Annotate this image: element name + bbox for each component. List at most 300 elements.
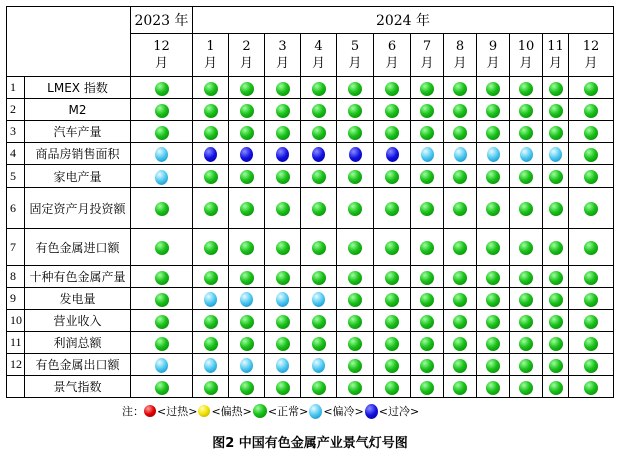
signal-cell: [411, 121, 444, 143]
month-unit: 月: [239, 56, 253, 71]
signal-cell: [411, 99, 444, 121]
signal-cell: [131, 99, 193, 121]
table-row: [7, 310, 614, 332]
year-header-row: [7, 7, 614, 34]
signal-cell: [337, 229, 374, 266]
signal-cell: [569, 165, 614, 188]
signal-cell: [337, 165, 374, 188]
table-row: [7, 188, 614, 229]
row-index: 8: [7, 266, 25, 288]
signal-cell: [265, 165, 301, 188]
table-row: [7, 143, 614, 165]
signal-cell: [374, 332, 411, 354]
signal-light-green: [240, 381, 254, 395]
signal-cell: [229, 332, 265, 354]
signal-cell: [301, 332, 337, 354]
signal-light-green: [385, 271, 399, 285]
legend-item: [309, 403, 363, 419]
signal-light-green: [584, 104, 598, 118]
signal-cell: [569, 310, 614, 332]
signal-cell: [131, 266, 193, 288]
signal-cell: [444, 143, 477, 165]
signal-cell: [510, 332, 543, 354]
signal-light-green: [385, 381, 399, 395]
row-index: 5: [7, 165, 25, 188]
signal-cell: [543, 288, 569, 310]
signal-light-green: [453, 126, 467, 140]
signal-light-green: [204, 82, 218, 96]
signal-light-light-blue: [312, 292, 325, 307]
signal-cell: [301, 376, 337, 398]
signal-light-green: [519, 293, 533, 307]
table-row: [7, 354, 614, 376]
signal-cell: [510, 376, 543, 398]
signal-light-green: [549, 359, 563, 373]
month-number: 5: [350, 39, 360, 54]
signal-light-green: [155, 381, 169, 395]
signal-cell: [374, 121, 411, 143]
signal-light-green: [240, 271, 254, 285]
signal-light-green: [453, 202, 467, 216]
signal-light-green: [453, 170, 467, 184]
signal-cell: [374, 376, 411, 398]
signal-light-green: [204, 271, 218, 285]
signal-cell: [301, 288, 337, 310]
signal-light-dark-blue: [386, 147, 399, 162]
signal-light-green: [486, 104, 500, 118]
signal-light-green: [420, 104, 434, 118]
signal-light-green: [312, 241, 326, 255]
month-header: [374, 34, 411, 77]
signal-light-green: [348, 293, 362, 307]
signal-cell: [193, 376, 229, 398]
signal-light-green: [519, 126, 533, 140]
month-unit: 月: [275, 56, 289, 71]
signal-cell: [131, 229, 193, 266]
signal-cell: [301, 266, 337, 288]
signal-light-green: [240, 170, 254, 184]
signal-cell: [411, 229, 444, 266]
signal-cell: [569, 229, 614, 266]
month-number: 2: [242, 39, 251, 54]
signal-light-green: [348, 126, 362, 140]
legend-label: <偏冷>: [323, 405, 364, 418]
signal-cell: [477, 143, 510, 165]
signal-light-green: [549, 126, 563, 140]
signal-cell: [569, 376, 614, 398]
signal-light-green: [486, 170, 500, 184]
month-unit: 月: [519, 56, 533, 71]
signal-light-green: [453, 337, 467, 351]
month-number: 6: [387, 39, 397, 54]
signal-cell: [510, 188, 543, 229]
signal-cell: [444, 310, 477, 332]
signal-light-green: [240, 241, 254, 255]
signal-cell: [569, 143, 614, 165]
signal-cell: [411, 376, 444, 398]
signal-light-green: [486, 381, 500, 395]
signal-light-green: [420, 202, 434, 216]
signal-cell: [193, 121, 229, 143]
signal-light-green: [204, 337, 218, 351]
signal-cell: [193, 266, 229, 288]
signal-cell: [131, 354, 193, 376]
signal-cell: [374, 77, 411, 99]
signal-cell: [569, 77, 614, 99]
signal-cell: [510, 143, 543, 165]
signal-cell: [543, 332, 569, 354]
signal-cell: [193, 143, 229, 165]
signal-cell: [229, 266, 265, 288]
signal-light-light-blue: [520, 147, 533, 162]
signal-light-green: [584, 126, 598, 140]
signal-light-green: [453, 104, 467, 118]
signal-light-green: [519, 170, 533, 184]
signal-cell: [444, 99, 477, 121]
signal-cell: [477, 229, 510, 266]
signal-light-green: [385, 126, 399, 140]
month-unit: 月: [548, 56, 562, 71]
signal-light-green: [486, 271, 500, 285]
signal-light-green: [584, 381, 598, 395]
signal-light-green: [385, 315, 399, 329]
signal-cell: [131, 288, 193, 310]
signal-light-green: [204, 170, 218, 184]
signal-light-green: [420, 293, 434, 307]
signal-light-green: [549, 381, 563, 395]
signal-cell: [543, 310, 569, 332]
month-header: [569, 34, 614, 77]
signal-light-green: [312, 337, 326, 351]
signal-light-green: [486, 315, 500, 329]
month-number: 3: [278, 39, 287, 54]
signal-cell: [229, 288, 265, 310]
signal-cell: [543, 229, 569, 266]
signal-light-green: [312, 202, 326, 216]
signal-light-dark-blue: [204, 147, 217, 162]
signal-light-green: [420, 315, 434, 329]
month-header: [337, 34, 374, 77]
signal-light-green: [519, 82, 533, 96]
signal-cell: [543, 188, 569, 229]
legend-item: [198, 403, 251, 419]
month-number: 10: [517, 39, 535, 54]
signal-cell: [265, 143, 301, 165]
signal-cell: [444, 332, 477, 354]
month-header: [477, 34, 510, 77]
signal-cell: [569, 121, 614, 143]
signal-light-green: [549, 271, 563, 285]
signal-light-green: [155, 293, 169, 307]
month-number: 7: [422, 39, 432, 54]
signal-table: [6, 6, 614, 398]
signal-light-light-blue: [240, 358, 253, 373]
signal-light-green: [486, 359, 500, 373]
row-index: 3: [7, 121, 25, 143]
row-index: 6: [7, 188, 25, 229]
signal-cell: [411, 165, 444, 188]
signal-cell: [543, 121, 569, 143]
signal-light-dark-blue: [365, 404, 378, 419]
signal-cell: [337, 121, 374, 143]
signal-light-green: [348, 315, 362, 329]
signal-light-yellow: [198, 405, 210, 417]
month-header: [411, 34, 444, 77]
signal-light-green: [453, 359, 467, 373]
signal-light-green: [584, 271, 598, 285]
signal-cell: [510, 266, 543, 288]
month-number: 12: [153, 39, 170, 54]
signal-cell: [510, 165, 543, 188]
signal-cell: [411, 143, 444, 165]
signal-light-light-blue: [276, 358, 289, 373]
indicator-name: 营业收入: [25, 310, 131, 332]
signal-light-light-blue: [309, 404, 322, 419]
month-unit: 月: [348, 56, 362, 71]
signal-cell: [510, 310, 543, 332]
month-unit: 月: [584, 56, 598, 71]
month-header: [265, 34, 301, 77]
signal-light-green: [584, 337, 598, 351]
month-header: [444, 34, 477, 77]
month-unit: 月: [154, 56, 168, 71]
signal-cell: [374, 288, 411, 310]
signal-light-green: [240, 82, 254, 96]
table-row: [7, 165, 614, 188]
signal-light-green: [276, 315, 290, 329]
signal-light-green: [312, 381, 326, 395]
signal-cell: [229, 99, 265, 121]
signal-light-dark-blue: [240, 147, 253, 162]
signal-cell: [569, 288, 614, 310]
signal-light-green: [584, 359, 598, 373]
month-header: [193, 34, 229, 77]
signal-light-green: [420, 170, 434, 184]
signal-light-green: [276, 170, 290, 184]
signal-light-green: [240, 104, 254, 118]
legend-label: <正常>: [267, 405, 309, 418]
signal-cell: [444, 165, 477, 188]
signal-light-green: [584, 148, 598, 162]
signal-light-green: [420, 271, 434, 285]
signal-light-green: [453, 241, 467, 255]
signal-cell: [569, 266, 614, 288]
signal-cell: [265, 121, 301, 143]
signal-cell: [337, 143, 374, 165]
signal-table-body: [7, 77, 614, 398]
signal-cell: [374, 165, 411, 188]
figure-caption: 图2 中国有色金属产业景气灯号图: [212, 436, 408, 451]
signal-light-green: [312, 104, 326, 118]
signal-cell: [229, 165, 265, 188]
signal-cell: [337, 354, 374, 376]
signal-cell: [543, 354, 569, 376]
signal-cell: [411, 188, 444, 229]
signal-cell: [301, 99, 337, 121]
signal-cell: [444, 77, 477, 99]
signal-light-dark-blue: [312, 147, 325, 162]
signal-cell: [229, 121, 265, 143]
signal-cell: [265, 310, 301, 332]
month-number: 11: [547, 39, 564, 54]
signal-light-green: [519, 241, 533, 255]
signal-light-green: [420, 337, 434, 351]
table-row: [7, 77, 614, 99]
signal-cell: [444, 188, 477, 229]
signal-cell: [337, 332, 374, 354]
row-index: 12: [7, 354, 25, 376]
signal-light-green: [385, 202, 399, 216]
table-row: [7, 121, 614, 143]
signal-cell: [477, 354, 510, 376]
signal-light-green: [549, 315, 563, 329]
signal-cell: [131, 310, 193, 332]
signal-cell: [193, 99, 229, 121]
signal-cell: [193, 354, 229, 376]
signal-cell: [193, 188, 229, 229]
signal-light-green: [385, 293, 399, 307]
indicator-name: 利润总额: [25, 332, 131, 354]
signal-cell: [301, 188, 337, 229]
signal-light-green: [584, 293, 598, 307]
signal-cell: [543, 77, 569, 99]
signal-light-light-blue: [487, 147, 500, 162]
signal-light-green: [155, 126, 169, 140]
signal-cell: [477, 121, 510, 143]
signal-light-green: [312, 126, 326, 140]
signal-cell: [337, 288, 374, 310]
signal-cell: [411, 310, 444, 332]
row-index: [7, 376, 25, 398]
signal-light-green: [348, 82, 362, 96]
signal-light-green: [276, 202, 290, 216]
signal-light-green: [519, 202, 533, 216]
signal-cell: [477, 165, 510, 188]
signal-light-green: [240, 202, 254, 216]
signal-cell: [510, 121, 543, 143]
signal-light-green: [549, 337, 563, 351]
signal-cell: [229, 354, 265, 376]
month-header: [543, 34, 569, 77]
signal-cell: [229, 229, 265, 266]
month-unit: 月: [385, 56, 399, 71]
indicator-name: 商品房销售面积: [25, 143, 131, 165]
signal-light-green: [204, 381, 218, 395]
signal-cell: [569, 332, 614, 354]
signal-cell: [510, 99, 543, 121]
month-number: 4: [314, 39, 323, 54]
signal-cell: [131, 143, 193, 165]
year-2023-header: 2023 年: [131, 7, 193, 34]
indicator-name: 十种有色金属产量: [25, 266, 131, 288]
signal-light-green: [204, 202, 218, 216]
signal-light-green: [519, 359, 533, 373]
signal-cell: [265, 354, 301, 376]
signal-cell: [569, 99, 614, 121]
indicator-name: 汽车产量: [25, 121, 131, 143]
signal-light-green: [312, 271, 326, 285]
signal-light-green: [486, 82, 500, 96]
month-header: [131, 34, 193, 77]
month-number: 8: [455, 39, 465, 54]
signal-cell: [193, 288, 229, 310]
signal-cell: [444, 376, 477, 398]
indicator-name: 景气指数: [25, 376, 131, 398]
signal-light-green: [549, 170, 563, 184]
signal-light-green: [385, 359, 399, 373]
signal-light-green: [519, 337, 533, 351]
signal-light-green: [240, 337, 254, 351]
signal-light-green: [420, 381, 434, 395]
signal-light-green: [420, 241, 434, 255]
signal-light-green: [519, 271, 533, 285]
signal-light-light-blue: [454, 147, 467, 162]
signal-light-green: [348, 241, 362, 255]
row-index: 11: [7, 332, 25, 354]
month-unit: 月: [203, 56, 217, 71]
signal-cell: [477, 99, 510, 121]
signal-light-light-blue: [155, 147, 168, 162]
signal-light-green: [584, 170, 598, 184]
signal-light-red: [144, 405, 156, 417]
month-header: [301, 34, 337, 77]
signal-light-green: [155, 104, 169, 118]
signal-light-green: [312, 315, 326, 329]
indicator-name: 有色金属出口额: [25, 354, 131, 376]
signal-cell: [193, 332, 229, 354]
row-index: 9: [7, 288, 25, 310]
signal-cell: [374, 310, 411, 332]
signal-light-green: [420, 126, 434, 140]
signal-cell: [229, 376, 265, 398]
signal-light-green: [204, 126, 218, 140]
signal-cell: [131, 376, 193, 398]
signal-cell: [411, 77, 444, 99]
month-unit: 月: [420, 56, 434, 71]
table-row: [7, 99, 614, 121]
signal-light-light-blue: [155, 170, 168, 185]
signal-cell: [477, 266, 510, 288]
month-unit: 月: [453, 56, 467, 71]
signal-light-green: [385, 337, 399, 351]
signal-light-light-blue: [240, 292, 253, 307]
signal-cell: [131, 188, 193, 229]
month-number: 1: [206, 39, 215, 54]
table-row: [7, 376, 614, 398]
signal-light-green: [453, 381, 467, 395]
signal-cell: [411, 354, 444, 376]
signal-light-green: [453, 271, 467, 285]
signal-light-green: [276, 241, 290, 255]
signal-cell: [374, 99, 411, 121]
signal-cell: [337, 188, 374, 229]
legend-item: [365, 403, 419, 419]
signal-cell: [265, 229, 301, 266]
signal-light-green: [385, 241, 399, 255]
indicator-name: 家电产量: [25, 165, 131, 188]
signal-cell: [301, 229, 337, 266]
signal-cell: [193, 77, 229, 99]
signal-light-green: [155, 202, 169, 216]
signal-cell: [265, 288, 301, 310]
indicator-name: 固定资产月投资额: [25, 188, 131, 229]
year-2024-header: 2024 年: [193, 7, 614, 34]
signal-cell: [510, 229, 543, 266]
month-header: [510, 34, 543, 77]
signal-cell: [543, 143, 569, 165]
signal-cell: [193, 165, 229, 188]
signal-light-green: [276, 337, 290, 351]
